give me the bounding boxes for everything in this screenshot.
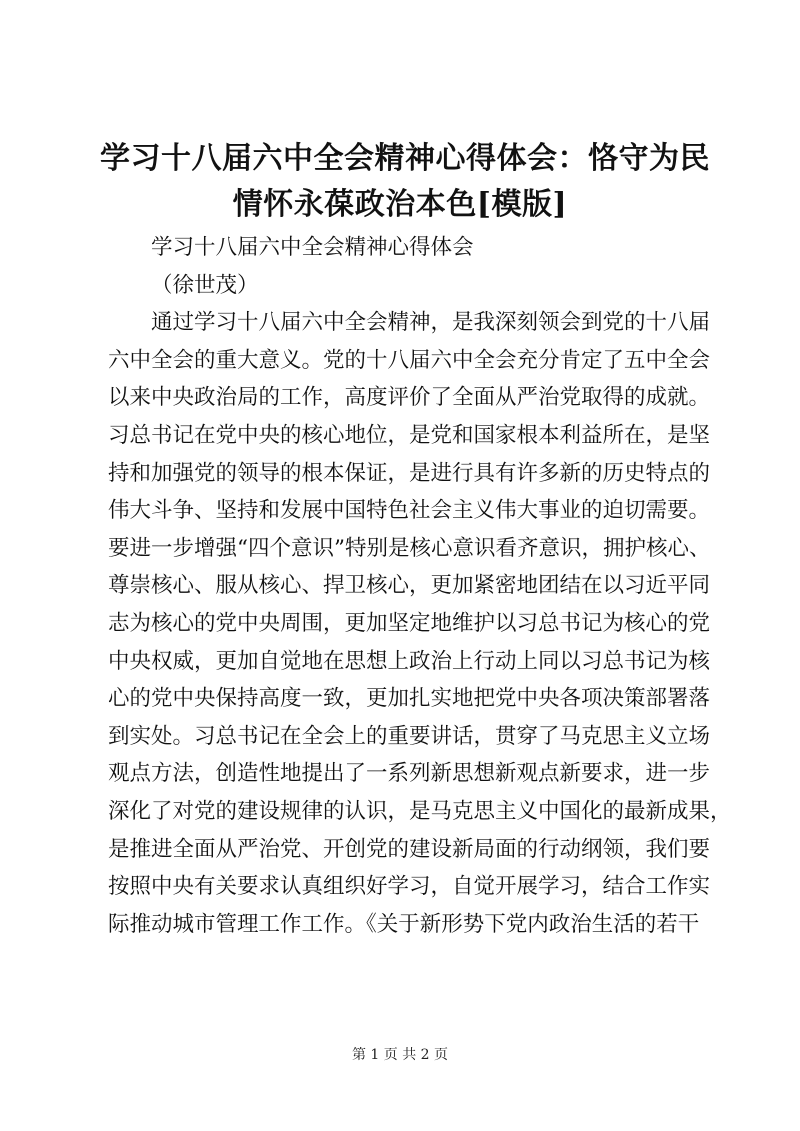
- paragraph-line: 志为核心的党中央周围，更加坚定地维护以习总书记为核心的党: [108, 610, 711, 636]
- paragraph-line: 六中全会的重大意义。党的十八届六中全会充分肯定了五中全会: [108, 347, 711, 373]
- paragraph-line: 观点方法，创造性地提出了一系列新思想新观点新要求，进一步: [108, 761, 711, 787]
- paragraph-line: 尊崇核心、服从核心、捍卫核心，更加紧密地团结在以习近平同: [108, 573, 711, 599]
- document-title: [100, 136, 710, 228]
- paragraph-line: 要进一步增强“四个意识”特别是核心意识看齐意识，拥护核心、: [108, 535, 711, 561]
- title-line-2: 情怀永葆政治本色[模版]: [232, 187, 568, 222]
- author-line: （徐世茂）: [151, 272, 259, 298]
- paragraph-line: 习总书记在党中央的核心地位，是党和国家根本利益所在，是坚: [108, 422, 711, 448]
- paragraph-line: 按照中央有关要求认真组织好学习，自觉开展学习，结合工作实: [108, 874, 711, 900]
- paragraph-line: 是推进全面从严治党、开创党的建设新局面的行动纲领，我们要: [108, 836, 711, 862]
- subtitle: 学习十八届六中全会精神心得体会: [151, 235, 474, 260]
- paragraph-line: 以来中央政治局的工作，高度评价了全面从严治党取得的成就。: [108, 385, 711, 411]
- paragraph-line: 到实处。习总书记在全会上的重要讲话，贯穿了马克思主义立场: [108, 723, 711, 749]
- document-body: [108, 229, 732, 943]
- paragraph-line: 伟大斗争、坚持和发展中国特色社会主义伟大事业的迫切需要。: [108, 498, 711, 524]
- paragraph-line: 深化了对党的建设规律的认识，是马克思主义中国化的最新成果，: [108, 798, 732, 824]
- paragraph-line: 持和加强党的领导的根本保证，是进行具有许多新的历史特点的: [108, 460, 711, 486]
- page-indicator: 第 1 页 共 2 页: [351, 1047, 449, 1063]
- paragraph-line: 中央权威，更加自觉地在思想上政治上行动上同以习总书记为核: [108, 648, 711, 674]
- paragraph-line: 心的党中央保持高度一致，更加扎实地把党中央各项决策部署落: [108, 686, 711, 712]
- paragraph-line: 通过学习十八届六中全会精神，是我深刻领会到党的十八届: [151, 310, 711, 336]
- page-footer: [0, 1045, 800, 1065]
- title-line-1: 学习十八届六中全会精神心得体会：恪守为民: [100, 141, 710, 176]
- paragraph-line: 际推动城市管理工作工作。《关于新形势下党内政治生活的若干: [108, 911, 700, 937]
